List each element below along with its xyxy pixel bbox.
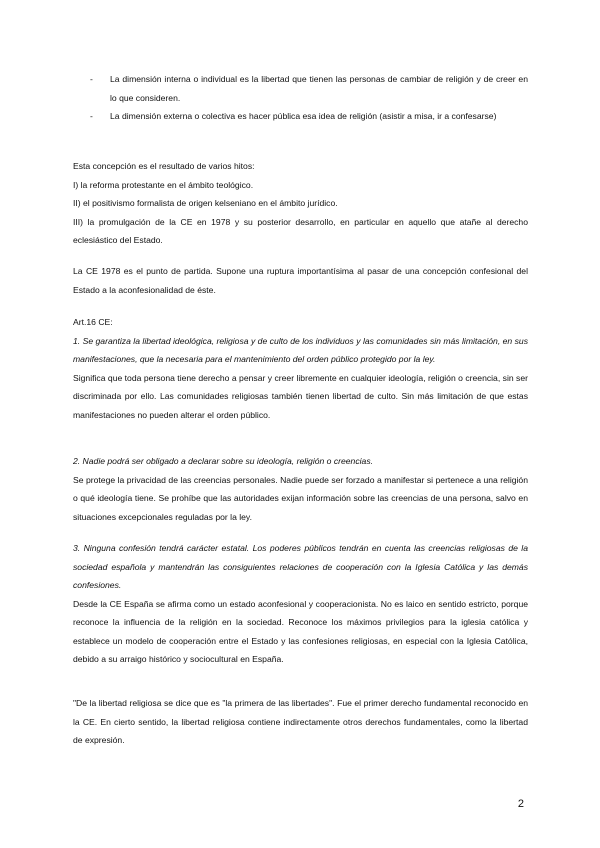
bullet-text: La dimensión externa o colectiva es hacer pública esa idea de religión (asistir a misa, ir a confesarse) (110, 111, 497, 121)
page-number: 2 (517, 798, 524, 810)
bullet-dash: - (90, 111, 93, 121)
article-point-2-quote: 2. Nadie podrá ser obligado a declarar sobre su ideología, religión o creencias. (73, 456, 374, 466)
ce-paragraph (73, 262, 528, 299)
article-point-2-explanation: Se protege la privacidad de las creencias personales. Nadie puede ser forzado a manifestar si pertenece a una religión o qué ideología tiene. Se prohíbe que las autoridades exijan información sobre las creencias de una persona, salvo en situaciones excepcionales reguladas por la ley. (73, 474, 528, 522)
article-point-2 (73, 452, 528, 526)
hito-item: III) la promulgación de la CE en 1978 y su posterior desarrollo, en particular en aquello que atañe al derecho eclesiástico del Estado. (73, 216, 528, 245)
article-heading: Art.16 CE: (73, 317, 113, 327)
article-point-1-quote: 1. Se garantiza la libertad ideológica, religiosa y de culto de los individuos y las comunidades sin más limitación, en sus manifestaciones, que la necesaria para el mantenimiento del orden público protegido por la ley. (73, 335, 528, 364)
bullet-dash: - (90, 74, 93, 84)
hito-item: I) la reforma protestante en el ámbito teológico. (73, 179, 254, 190)
quote-paragraph (73, 694, 528, 750)
article-point-1-explanation: Significa que toda persona tiene derecho a pensar y creer libremente en cualquier ideología, religión o creencia, sin ser discriminada por ello. Las comunidades religiosas también tienen libertad de culto. Sin más limitación de que estas manifestaciones no pueden alterar el orden público. (73, 372, 528, 420)
bullet-item (88, 107, 528, 126)
ce-paragraph-text: La CE 1978 es el punto de partida. Supone una ruptura importantísima al pasar de una concepción confesional del Estado a la aconfesionalidad de éste. (73, 266, 528, 295)
article-16-section (73, 313, 528, 424)
bullet-item (88, 70, 528, 107)
quote-paragraph-text: "De la libertad religiosa se dice que es "la primera de las libertades". Fue el primer derecho fundamental reconocido en la CE. En cierto sentido, la libertad religiosa contiene indirectamente otros derechos fundamentales, como la libertad de expresión. (73, 698, 528, 745)
bullet-list (88, 70, 528, 126)
article-point-3-quote: 3. Ninguna confesión tendrá carácter estatal. Los poderes públicos tendrán en cuenta las creencias religiosas de la sociedad española y mantendrán las consiguientes relaciones de cooperación con la Iglesia Católica y las demás confesiones. (73, 543, 528, 590)
hitos-intro: Esta concepción es el resultado de varios hitos: (73, 161, 255, 171)
hitos-section (73, 157, 528, 250)
bullet-text: La dimensión interna o individual es la libertad que tienen las personas de cambiar de religión y de creer en lo que consideren. (110, 74, 528, 103)
hito-item: II) el positivismo formalista de origen kelseniano en el ámbito jurídico. (73, 198, 338, 208)
article-point-3 (73, 539, 528, 669)
article-point-3-explanation: Desde la CE España se afirma como un estado aconfesional y cooperacionista. No es laico en sentido estricto, porque reconoce la influencia de la religión en la sociedad. Reconoce los máximos privilegios para la iglesia católica y establece un modelo de cooperación entre el Estado y las confesiones religiosas, en especial con la Iglesia Católica, debido a su arraigo histórico y sociocultural en España. (73, 598, 528, 664)
